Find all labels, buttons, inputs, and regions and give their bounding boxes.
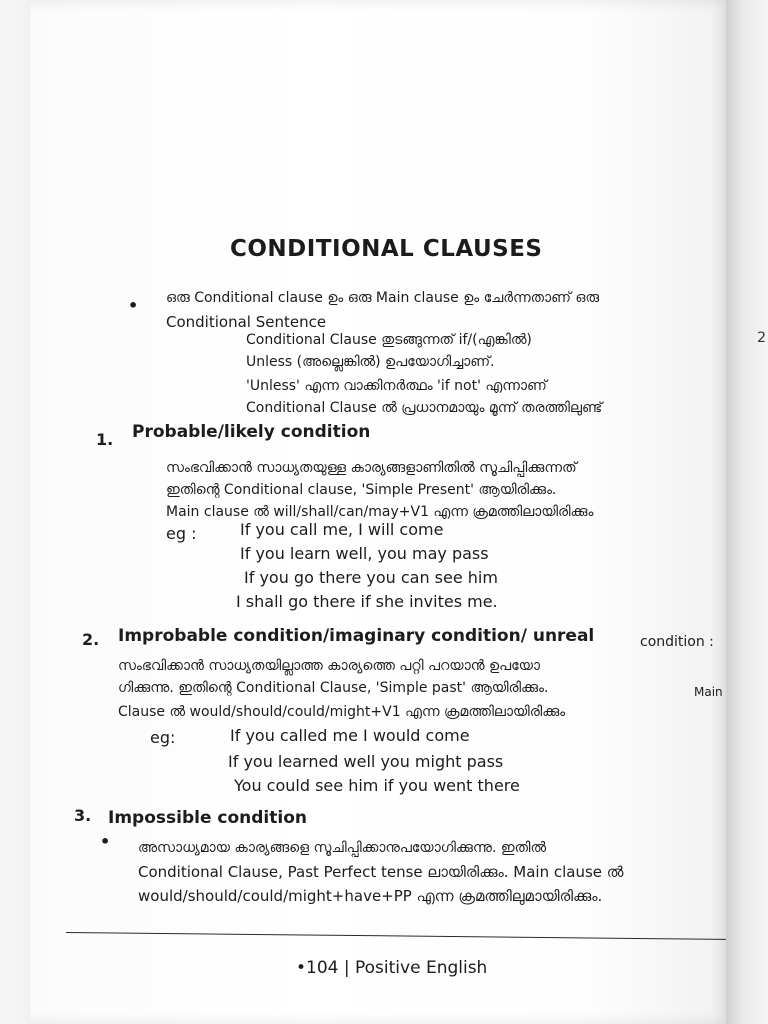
section-3-line-1: അസാധ്യമായ കാര്യങ്ങളെ സൂചിപ്പിക്കാനുപയോഗിക്കുന്നു. ഇതിൽ (138, 840, 547, 856)
section-3-line-2: Conditional Clause, Past Perfect tense ലായിരിക്കും. Main clause ൽ (138, 863, 624, 881)
intro-line-4: Unless (അല്ലെങ്കിൽ) ഉപയോഗിച്ചാണ്. (246, 354, 495, 370)
section-3-number: 3. (74, 806, 92, 825)
next-page-mark: 2 (757, 330, 766, 346)
intro-line-5: 'Unless' എന്ന വാക്കിനർത്ഥം 'if not' എന്നാണ് (246, 378, 547, 394)
section-1-line-3: Main clause ൽ will/shall/can/may+V1 എന്ന ക്രമത്തിലായിരിക്കും (166, 504, 594, 520)
section-1-number: 1. (96, 430, 114, 449)
section-2-example-3: You could see him if you went there (234, 776, 520, 795)
intro-line-3: Conditional Clause തുടങ്ങുന്നത് if/(എങ്കിൽ) (246, 332, 532, 348)
section-1-example-2: If you learn well, you may pass (240, 544, 489, 563)
section-2-number: 2. (82, 630, 100, 649)
section-3-bullet: • (100, 832, 111, 851)
section-3-heading: Impossible condition (108, 808, 307, 828)
section-1-heading: Probable/likely condition (132, 422, 371, 442)
section-2-line-3: Clause ൽ would/should/could/might+V1 എന്ന ക്രമത്തിലായിരിക്കും (118, 704, 566, 720)
section-1-line-1: സംഭവിക്കാൻ സാധ്യതയുള്ള കാര്യങ്ങളാണിതിൽ സൂചിപ്പിക്കുന്നത് (166, 460, 577, 476)
page-title: CONDITIONAL CLAUSES (230, 236, 543, 262)
section-1-example-1: If you call me, I will come (240, 520, 444, 539)
intro-line-1: ഒരു Conditional clause ഉം ഒരു Main clause ഉം ചേർന്നതാണ് ഒരു (166, 290, 600, 306)
intro-line-2: Conditional Sentence (166, 313, 327, 331)
section-2-heading: Improbable condition/imaginary condition/ unreal (118, 626, 595, 646)
intro-line-6: Conditional Clause ൽ പ്രധാനമായും മൂന്ന് തരത്തിലുണ്ട് (246, 400, 603, 416)
section-2-line-2-tail: Main (694, 685, 723, 699)
section-1-eg-label: eg : (166, 524, 197, 543)
footer-divider (66, 932, 726, 940)
section-1-example-4: I shall go there if she invites me. (236, 592, 498, 611)
section-3-line-3: would/should/could/might+have+PP എന്ന ക്രമത്തിലുമായിരിക്കും. (138, 887, 603, 905)
section-1-example-3: If you go there you can see him (244, 568, 498, 587)
page-footer: •104 | Positive English (296, 958, 488, 978)
section-2-example-1: If you called me I would come (230, 726, 470, 745)
section-2-eg-label: eg: (150, 728, 176, 747)
section-2-line-1: സംഭവിക്കാൻ സാധ്യതയില്ലാത്ത കാര്യത്തെ പറ്റി പറയാൻ ഉപയോ (118, 658, 540, 674)
section-2-heading-tail: condition : (640, 634, 714, 650)
section-2-line-2: ഗിക്കുന്നു. ഇതിന്റെ Conditional Clause, 'Simple past' ആയിരിക്കും. (118, 680, 549, 696)
intro-bullet: • (128, 296, 139, 315)
section-2-example-2: If you learned well you might pass (228, 752, 504, 771)
section-1-line-2: ഇതിന്റെ Conditional clause, 'Simple Present' ആയിരിക്കും. (166, 482, 557, 498)
